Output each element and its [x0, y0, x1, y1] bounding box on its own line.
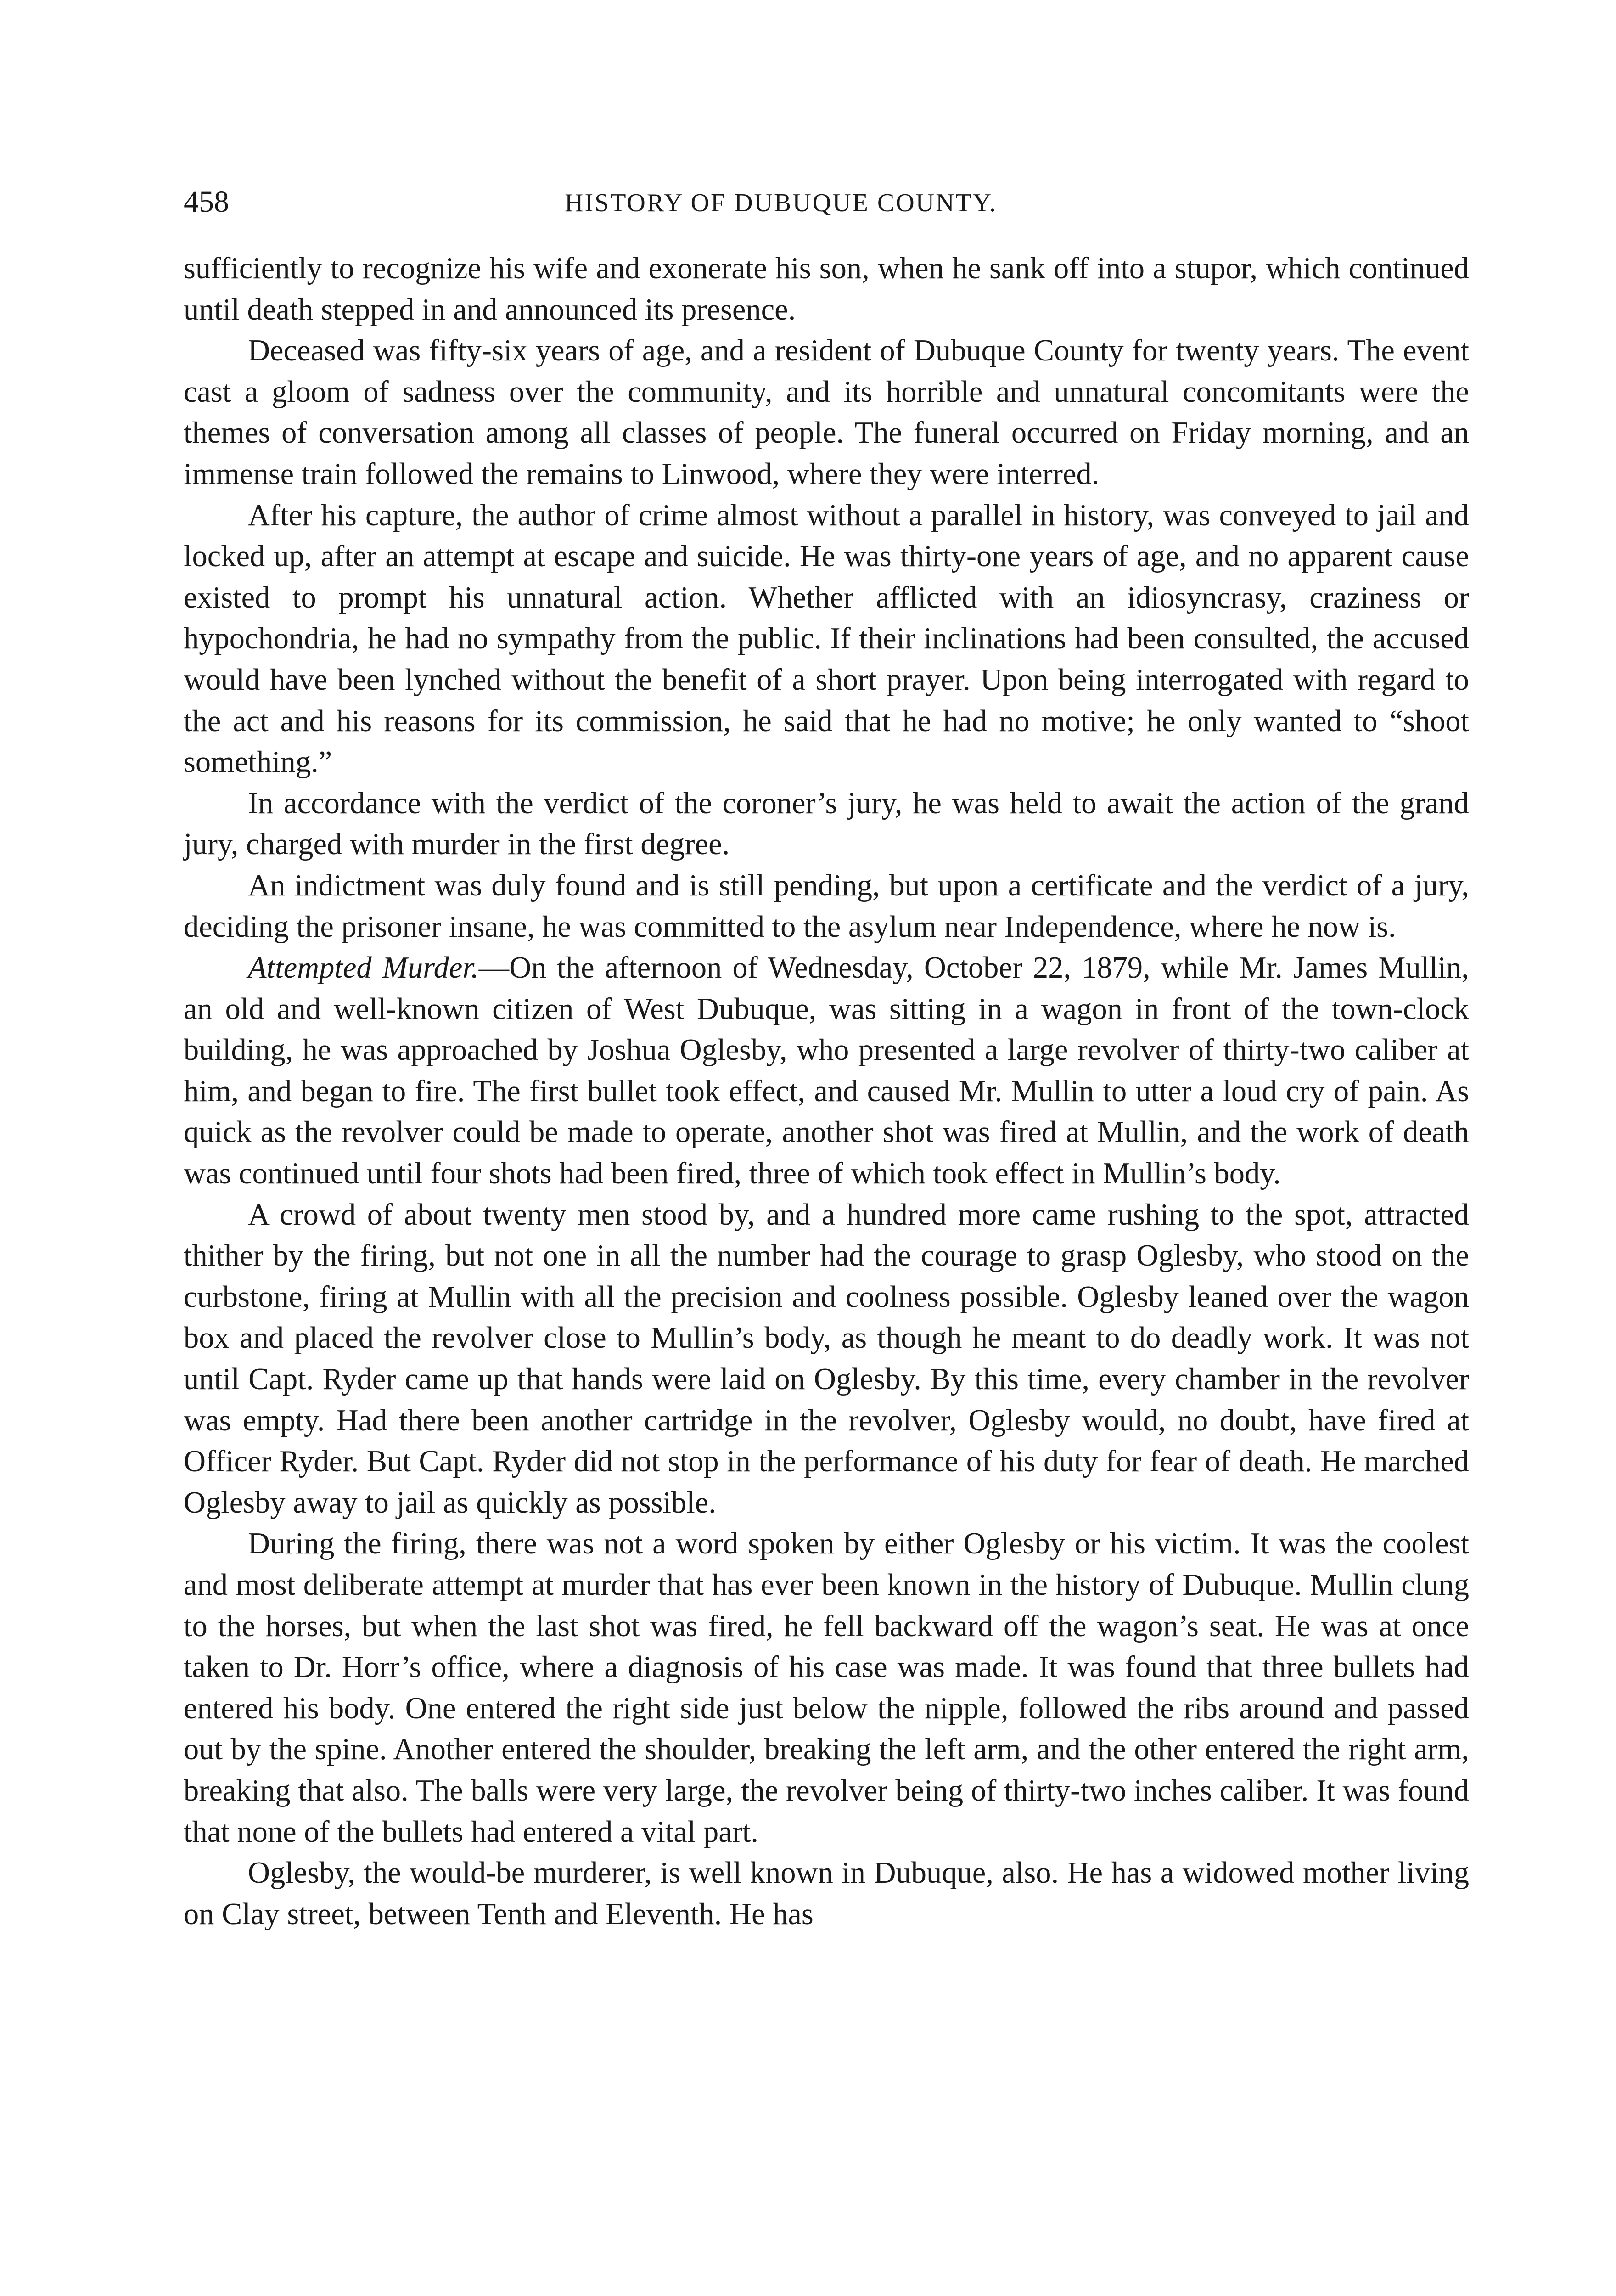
paragraph-attempted-murder-text: —On the afternoon of Wednesday, October 22, 1879, while Mr. James Mullin, an old and well-known citizen of West Dubuque, was sitting in a wagon in front of the town-clock building, he was approached by Joshua Oglesby, who presented a large revolver of thirty-two caliber at him, and began to fire. The first bullet took effect, and caused Mr. Mullin to utter a loud cry of pain. As quick as the revolver could be made to operate, another shot was fired at Mullin, and the work of death was continued until four shots had been fired, three of which took effect in Mullin’s body. — [184, 951, 1469, 1191]
paragraph-verdict: In accordance with the verdict of the coroner’s jury, he was held to await the action of the grand jury, charged with murder in the first degree. — [184, 786, 1469, 861]
running-title: HISTORY OF DUBUQUE COUNTY. — [565, 189, 997, 217]
paragraph-capture: After his capture, the author of crime almost without a parallel in history, was conveyed to jail and locked up, after an attempt at escape and suicide. He was thirty-one years of age, and no apparent cause existed to prompt his unnatural action. Whether afflicted with an idiosyncrasy, craziness or hypochondria, he had no sympathy from the public. If their inclinations had been consulted, the accused would have been lynched without the benefit of a short prayer. Upon being interrogated with regard to the act and his reasons for its commission, he said that he had no motive; he only wanted to “shoot something.” — [184, 498, 1469, 779]
book-page — [184, 184, 1469, 1935]
paragraph-deceased: Deceased was fifty-six years of age, and a resident of Dubuque County for twenty years. The event cast a gloom of sadness over the community, and its horrible and unnatural concomitants were the themes of conversation among all classes of people. The funeral occurred on Friday morning, and an immense train followed the remains to Linwood, where they were interred. — [184, 334, 1469, 491]
paragraph-continuation: sufficiently to recognize his wife and exonerate his son, when he sank off into a stupor, which continued until death stepped in and announced its presence. — [184, 252, 1469, 326]
paragraph-attempted-murder — [184, 947, 1469, 1194]
page-number: 458 — [184, 185, 229, 219]
section-heading-attempted-murder: Attempted Murder. — [248, 951, 479, 985]
paragraph-crowd: A crowd of about twenty men stood by, and a hundred more came rushing to the spot, attracted thither by the firing, but not one in all the number had the courage to grasp Oglesby, who stood on the curbstone, firing at Mullin with all the precision and coolness possible. Oglesby leaned over the wagon box and placed the revolver close to Mullin’s body, as though he meant to do deadly work. It was not until Capt. Ryder came up that hands were laid on Oglesby. By this time, every chamber in the revolver was empty. Had there been another cartridge in the revolver, Oglesby would, no doubt, have fired at Officer Ryder. But Capt. Ryder did not stop in the performance of his duty for fear of death. He marched Oglesby away to jail as quickly as possible. — [184, 1198, 1469, 1519]
running-head — [184, 184, 1469, 234]
paragraph-oglesby: Oglesby, the would-be murderer, is well known in Dubuque, also. He has a widowed mother living on Clay street, between Tenth and Eleventh. He has — [184, 1856, 1469, 1931]
paragraph-indictment: An indictment was duly found and is still pending, but upon a certificate and the verdict of a jury, deciding the prisoner insane, he was committed to the asylum near Independence, where he now is. — [184, 868, 1469, 944]
paragraph-during-firing: During the firing, there was not a word spoken by either Oglesby or his victim. It was the coolest and most deliberate attempt at murder that has ever been known in the history of Dubuque. Mullin clung to the horses, but when the last shot was fired, he fell backward off the wagon’s seat. He was at once taken to Dr. Horr’s office, where a diagnosis of his case was made. It was found that three bullets had entered his body. One entered the right side just below the nipple, followed the ribs around and passed out by the spine. Another entered the shoulder, breaking the left arm, and the other entered the right arm, breaking that also. The balls were very large, the revolver being of thirty-two inches caliber. It was found that none of the bullets had entered a vital part. — [184, 1527, 1469, 1849]
body-text — [184, 248, 1469, 1935]
